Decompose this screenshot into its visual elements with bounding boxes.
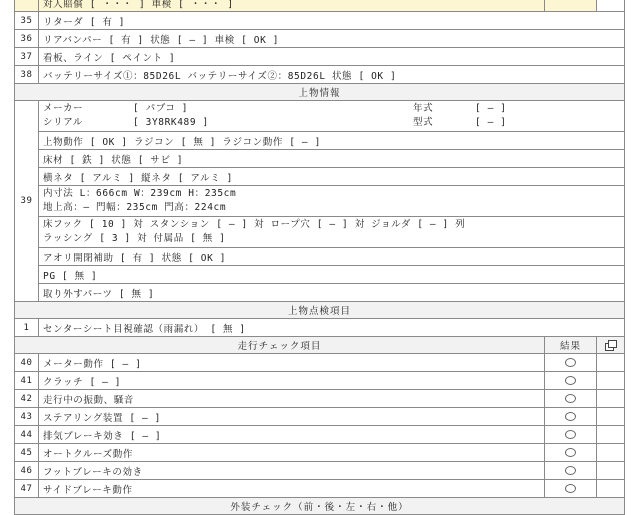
result-cell[interactable]	[545, 354, 597, 372]
result-cell[interactable]	[545, 426, 597, 444]
body-info-row	[15, 248, 625, 266]
result-ok-mark	[565, 484, 576, 493]
result-ok-mark	[565, 448, 576, 457]
section-title: 走行チェック項目	[15, 337, 545, 354]
row-text: クラッチ [ ― ]	[39, 372, 545, 390]
body-info-row	[15, 217, 625, 248]
row-number: 36	[15, 30, 39, 48]
table-row	[15, 426, 625, 444]
body-info-row	[15, 186, 625, 217]
row-text: 走行中の振動、騒音	[39, 390, 545, 408]
year-value: [ ― ]	[475, 103, 507, 114]
row-text: センターシート目視確認（雨漏れ） [ 無 ]	[39, 319, 625, 337]
body-removable: 取り外すパーツ [ 無 ]	[39, 284, 625, 302]
body-info-row	[15, 150, 625, 168]
table-row	[15, 372, 625, 390]
table-row	[15, 480, 625, 498]
row-cell-empty	[597, 444, 625, 462]
table-row	[15, 462, 625, 480]
row-text: リターダ [ 有 ]	[39, 12, 625, 30]
row-number: 38	[15, 66, 39, 84]
section-header-drive-check	[15, 337, 625, 354]
row-text: 排気ブレーキ効き [ ― ]	[39, 426, 545, 444]
row-number: 46	[15, 462, 39, 480]
body-info-row	[15, 266, 625, 284]
table-row	[15, 30, 625, 48]
row-number: 44	[15, 426, 39, 444]
row-number: 39	[15, 101, 39, 302]
body-beams: 横ネタ [ アルミ ] 縦ネタ [ アルミ ]	[39, 168, 625, 186]
table-row	[15, 444, 625, 462]
row-cell-empty	[597, 372, 625, 390]
hooks-line-1: 床フック [ 10 ] 対 スタンション [ ― ] 対 ロープ穴 [ ― ] 対 ジョルダ [ ― ] 列	[43, 219, 466, 230]
result-cell[interactable]	[545, 480, 597, 498]
row-text: フットブレーキの効き	[39, 462, 545, 480]
table-row	[15, 408, 625, 426]
section-title: 上物情報	[15, 84, 625, 101]
row-number: 45	[15, 444, 39, 462]
row-text: ステアリング装置 [ ― ]	[39, 408, 545, 426]
body-info-row	[15, 132, 625, 150]
body-info-row	[15, 168, 625, 186]
row-text: 対人賠償 [ ・・・ ] 車検 [ ・・・ ]	[39, 0, 545, 12]
table-row	[15, 66, 625, 84]
body-aori: アオリ開閉補助 [ 有 ] 状態 [ OK ]	[39, 248, 625, 266]
copy-icon	[605, 340, 617, 350]
inspection-table	[14, 0, 625, 515]
result-ok-mark	[565, 394, 576, 403]
row-cell-empty	[597, 390, 625, 408]
row-text: オートクルーズ動作	[39, 444, 545, 462]
row-text: バッテリーサイズ①：85D26L バッテリーサイズ②：85D26L 状態 [ OK ]	[39, 66, 625, 84]
body-info-row	[15, 284, 625, 302]
body-operation: 上物動作 [ OK ] ラジコン [ 無 ] ラジコン動作 [ ― ]	[39, 132, 625, 150]
row-number: 41	[15, 372, 39, 390]
section-title: 外装チェック（前・後・左・右・他）	[15, 498, 625, 515]
inspection-sheet	[14, 0, 624, 515]
body-hooks	[39, 217, 625, 248]
row-cell-empty	[597, 354, 625, 372]
row-number: 1	[15, 319, 39, 337]
result-ok-mark	[565, 466, 576, 475]
section-title: 上物点検項目	[15, 302, 625, 319]
row-cell-empty	[597, 0, 625, 12]
row-text: メーター動作 [ ― ]	[39, 354, 545, 372]
section-header-exterior	[15, 498, 625, 515]
result-cell[interactable]	[545, 462, 597, 480]
row-number: 40	[15, 354, 39, 372]
body-floor: 床材 [ 鉄 ] 状態 [ サビ ]	[39, 150, 625, 168]
maker-serial-cell	[39, 101, 625, 132]
hooks-line-2: ラッシング [ 3 ] 対 付属品 [ 無 ]	[43, 233, 226, 244]
body-pg: PG [ 無 ]	[39, 266, 625, 284]
result-ok-mark	[565, 412, 576, 421]
maker-value: [ パブコ ]	[133, 103, 189, 114]
section-header-body-inspection	[15, 302, 625, 319]
body-dimensions	[39, 186, 625, 217]
result-ok-mark	[565, 358, 576, 367]
result-cell[interactable]	[545, 408, 597, 426]
result-cell[interactable]	[545, 372, 597, 390]
section-header-body-info	[15, 84, 625, 101]
result-cell[interactable]	[545, 444, 597, 462]
table-row	[15, 390, 625, 408]
serial-value: [ 3Y8RK489 ]	[133, 117, 209, 128]
result-header: 結果	[545, 337, 597, 354]
table-row-top-partial	[15, 0, 625, 12]
row-number: 43	[15, 408, 39, 426]
row-number: 47	[15, 480, 39, 498]
row-cell-empty	[597, 480, 625, 498]
result-cell[interactable]	[545, 390, 597, 408]
row-number: 42	[15, 390, 39, 408]
copy-button[interactable]	[597, 337, 625, 354]
row-cell-empty	[597, 462, 625, 480]
table-row	[15, 12, 625, 30]
table-row	[15, 319, 625, 337]
dims-line-1: 内寸法 L：666cm W：239cm H：235cm	[43, 188, 237, 199]
dims-line-2: 地上高：― 門幅：235cm 門高：224cm	[43, 202, 227, 213]
row-number: 35	[15, 12, 39, 30]
row-number	[15, 0, 39, 12]
row-cell-empty	[545, 0, 597, 12]
table-row	[15, 354, 625, 372]
row-cell-empty	[597, 426, 625, 444]
result-ok-mark	[565, 376, 576, 385]
table-row	[15, 48, 625, 66]
model-value: [ ― ]	[475, 117, 507, 128]
body-info-maker-row	[15, 101, 625, 132]
maker-label: メーカー	[43, 103, 84, 114]
row-text: 看板、ライン [ ペイント ]	[39, 48, 625, 66]
row-text: サイドブレーキ動作	[39, 480, 545, 498]
row-cell-empty	[597, 408, 625, 426]
model-label: 型式	[413, 117, 434, 128]
serial-label: シリアル	[43, 117, 84, 128]
result-ok-mark	[565, 430, 576, 439]
row-text: リアバンパー [ 有 ] 状態 [ ― ] 車検 [ OK ]	[39, 30, 625, 48]
year-label: 年式	[413, 103, 434, 114]
row-number: 37	[15, 48, 39, 66]
